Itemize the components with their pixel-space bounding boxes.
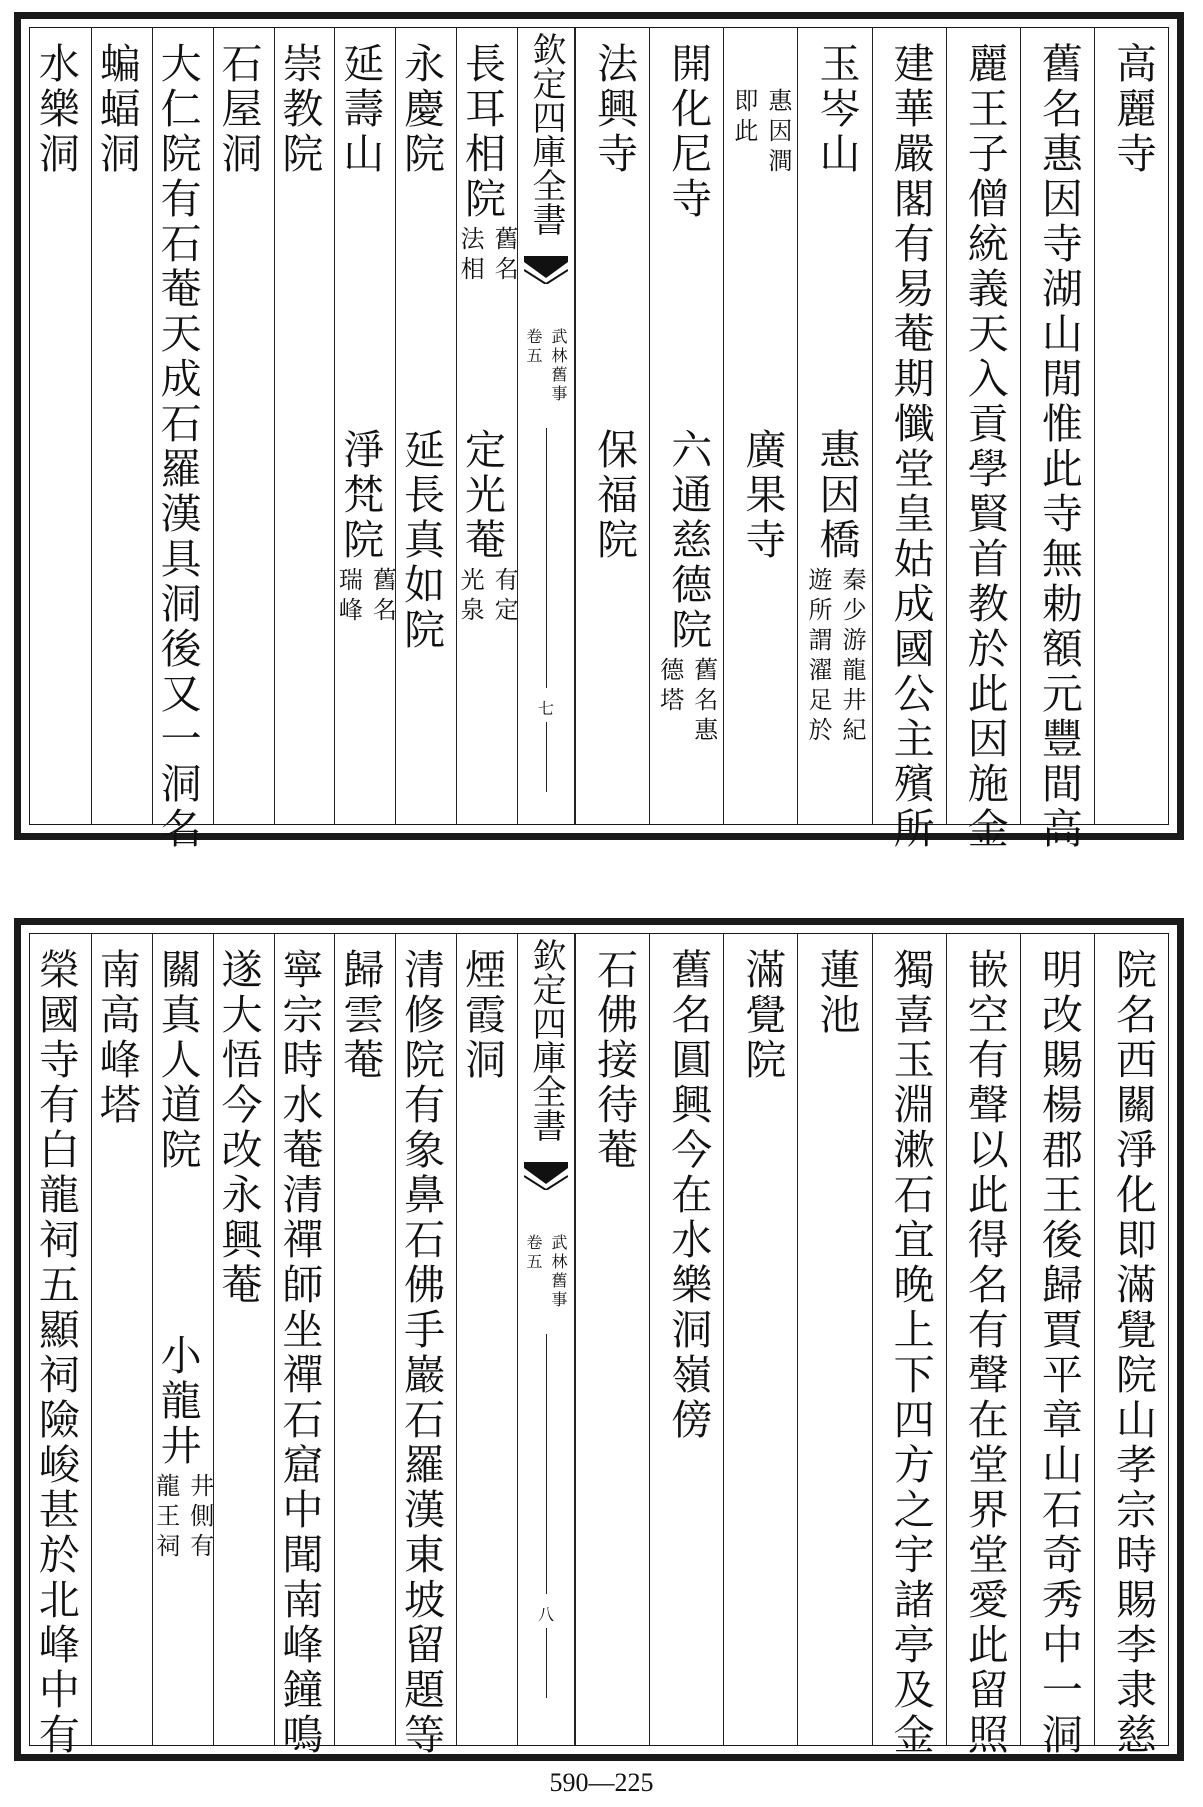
text-column bbox=[723, 934, 797, 1745]
center-fold-strip bbox=[517, 28, 575, 824]
fold-line bbox=[546, 1628, 547, 1698]
volume-label: 卷五 bbox=[524, 1234, 543, 1272]
fishtail-mark-icon bbox=[524, 1162, 568, 1190]
book-series-title: 欽定四庫全書 bbox=[526, 32, 566, 236]
annotation-line: 法相 bbox=[456, 226, 485, 286]
text-column bbox=[152, 28, 213, 852]
annotation-line: 舊名惠 bbox=[689, 657, 718, 747]
book-series-title: 欽定四庫全書 bbox=[526, 938, 566, 1142]
page-frame bbox=[29, 933, 1169, 1758]
text-column bbox=[723, 28, 797, 824]
text-column bbox=[946, 934, 1020, 1758]
column-text: 榮國寺有白龍祠五顯祠險峻甚於北峰中有 bbox=[31, 948, 80, 1758]
text-column bbox=[1094, 934, 1168, 1758]
column-text: 石佛接待菴 bbox=[590, 948, 639, 1173]
annotation-line: 遊所謂濯足於 bbox=[803, 567, 832, 747]
column-text: 蓮池 bbox=[812, 948, 861, 1038]
column-text-lower: 廣果寺 bbox=[738, 428, 787, 563]
annotation-line: 瑞峰 bbox=[334, 567, 363, 627]
text-column bbox=[1094, 28, 1168, 824]
column-text: 嵌空有聲以此得名有聲在堂界堂愛此留照 bbox=[960, 948, 1009, 1758]
annotation-note bbox=[153, 1473, 213, 1563]
annotation-line: 龍王祠 bbox=[151, 1473, 180, 1563]
document-page-top bbox=[14, 12, 1184, 852]
fold-line bbox=[546, 428, 547, 688]
text-column bbox=[649, 28, 723, 824]
center-fold-strip bbox=[517, 934, 575, 1745]
text-column bbox=[946, 28, 1020, 852]
text-column bbox=[334, 28, 395, 824]
column-text: 高麗寺 bbox=[1109, 42, 1157, 177]
column-text: 石屋洞 bbox=[214, 42, 263, 177]
text-column bbox=[575, 934, 649, 1745]
column-text: 永慶院 bbox=[397, 42, 446, 177]
folio-page-number: 八 bbox=[537, 1605, 554, 1624]
column-text: 關真人道院 bbox=[153, 948, 202, 1173]
column-text-lower: 淨梵院 bbox=[336, 428, 385, 563]
annotation-note bbox=[335, 567, 395, 627]
annotation-line: 有定 bbox=[490, 567, 519, 627]
annotation-note bbox=[798, 567, 871, 747]
column-text: 舊名惠因寺湖山閒惟此寺無勅額元豐間高 bbox=[1034, 42, 1083, 852]
column-text: 寧宗時水菴清禪師坐禪石窟中聞南峰鐘鳴 bbox=[275, 948, 324, 1758]
annotation-line: 即此 bbox=[729, 88, 758, 148]
column-text: 長耳相院 bbox=[458, 42, 506, 222]
annotation-line: 德塔 bbox=[655, 657, 684, 717]
column-text: 滿覺院 bbox=[738, 948, 787, 1083]
text-column bbox=[30, 28, 91, 824]
text-column bbox=[797, 934, 871, 1745]
text-column bbox=[872, 934, 946, 1758]
column-text: 延壽山 bbox=[336, 42, 385, 177]
column-text: 大仁院有石菴天成石羅漢具洞後又一洞名 bbox=[153, 42, 202, 852]
text-column bbox=[152, 934, 213, 1745]
text-column bbox=[872, 28, 946, 852]
column-text: 舊名圓興今在水樂洞嶺傍 bbox=[664, 948, 713, 1443]
column-text: 院名西關淨化即滿覺院山孝宗時賜李隶慈 bbox=[1109, 948, 1157, 1758]
annotation-line: 舊名 bbox=[368, 567, 397, 627]
annotation-note bbox=[457, 567, 517, 627]
folio-page-number: 七 bbox=[537, 699, 554, 718]
volume-label: 卷五 bbox=[524, 328, 543, 366]
fold-line bbox=[546, 722, 547, 792]
column-text-lower: 小龍井 bbox=[153, 1334, 202, 1469]
text-column bbox=[649, 934, 723, 1745]
book-volume-label bbox=[522, 1234, 570, 1310]
column-text: 水樂洞 bbox=[31, 42, 80, 177]
annotation-line: 舊名 bbox=[490, 226, 519, 286]
book-name: 武林舊事 bbox=[549, 1234, 568, 1310]
fishtail-mark-icon bbox=[524, 256, 568, 284]
text-column bbox=[395, 934, 456, 1758]
text-column bbox=[456, 28, 517, 824]
annotation-line: 光泉 bbox=[456, 567, 485, 627]
column-text: 煙霞洞 bbox=[458, 948, 506, 1083]
page-number-footer: 590—225 bbox=[549, 1768, 654, 1797]
column-text-lower: 延長真如院 bbox=[397, 428, 446, 653]
text-column bbox=[575, 28, 649, 824]
text-column bbox=[1020, 28, 1094, 852]
column-text: 蝙蝠洞 bbox=[92, 42, 141, 177]
column-text-lower: 六通慈德院 bbox=[664, 428, 713, 653]
annotation-note bbox=[457, 226, 517, 286]
column-text-lower: 定光菴 bbox=[458, 428, 506, 563]
annotation-line: 井側有 bbox=[185, 1473, 214, 1563]
column-text: 清修院有象鼻石佛手巖石羅漢東坡留題等 bbox=[397, 948, 446, 1758]
text-column bbox=[91, 934, 152, 1745]
column-text: 歸雲菴 bbox=[336, 948, 385, 1083]
text-column bbox=[274, 934, 335, 1758]
column-text-lower: 惠因橋 bbox=[812, 428, 861, 563]
text-column bbox=[1020, 934, 1094, 1758]
column-text: 南高峰塔 bbox=[92, 948, 141, 1128]
annotation-note bbox=[724, 88, 797, 178]
annotation-note bbox=[650, 657, 723, 747]
column-text: 獨喜玉淵漱石宜晚上下四方之宇諸亭及金 bbox=[886, 948, 935, 1758]
column-text: 明改賜楊郡王後歸賈平章山石奇秀中一洞 bbox=[1034, 948, 1083, 1758]
text-column bbox=[395, 28, 456, 824]
text-column bbox=[213, 934, 274, 1745]
fold-line bbox=[546, 1334, 547, 1594]
text-column bbox=[334, 934, 395, 1745]
text-column bbox=[30, 934, 91, 1758]
annotation-line: 惠因澗 bbox=[763, 88, 792, 178]
column-text: 崇教院 bbox=[275, 42, 324, 177]
text-column bbox=[797, 28, 871, 824]
page-frame bbox=[29, 27, 1169, 852]
column-text: 麗王子僧統義天入貢學賢首教於此因施金 bbox=[960, 42, 1009, 852]
document-page-bottom bbox=[14, 918, 1184, 1761]
book-volume-label bbox=[522, 328, 570, 404]
text-column bbox=[213, 28, 274, 824]
column-text: 開化尼寺 bbox=[664, 42, 713, 222]
column-text: 玉岑山 bbox=[812, 42, 861, 177]
column-text: 建華嚴閣有易菴期懺堂皇姑成國公主殯所 bbox=[886, 42, 935, 852]
text-column bbox=[274, 28, 335, 824]
book-name: 武林舊事 bbox=[549, 328, 568, 404]
column-text: 遂大悟今改永興菴 bbox=[214, 948, 263, 1308]
column-text-lower: 保福院 bbox=[590, 428, 639, 563]
text-column bbox=[91, 28, 152, 824]
annotation-line: 秦少游龍井紀 bbox=[837, 567, 866, 747]
text-column bbox=[456, 934, 517, 1745]
column-text: 法興寺 bbox=[590, 42, 639, 177]
